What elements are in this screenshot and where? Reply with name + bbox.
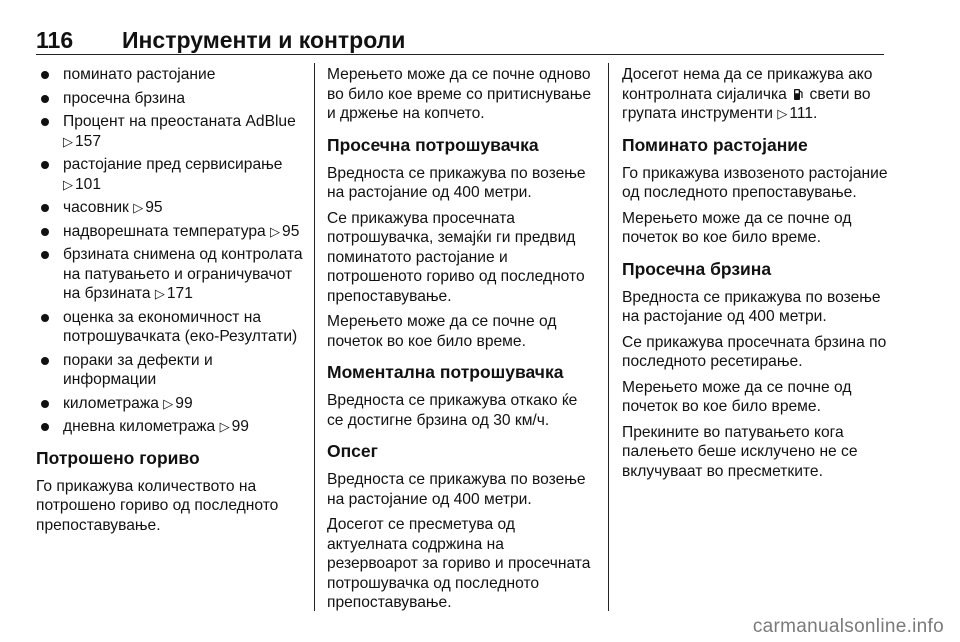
paragraph: Вредноста се прикажува по возење на растојание од 400 метри. — [327, 471, 586, 508]
page-number: 116 — [36, 27, 74, 53]
paragraph: Се прикажува просечната брзина по последното ресетирање. — [622, 333, 887, 370]
column-3 — [622, 65, 890, 487]
bullet-icon — [41, 204, 49, 212]
paragraph: Мерењето може да се почне од почеток во кое било време. — [327, 313, 557, 350]
section-heading-avg-speed: Просечна брзина — [622, 258, 772, 279]
column-2 — [327, 65, 595, 619]
list-item — [36, 222, 304, 242]
page-reference[interactable]: 171 — [166, 285, 193, 302]
bullet-icon — [41, 314, 49, 322]
bullet-icon — [41, 423, 49, 431]
bullet-icon — [41, 251, 49, 259]
paragraph: Прекините во патувањето кога палењето беше исклучено не се вклучуваат во пресметките. — [622, 423, 858, 480]
list-item — [36, 155, 304, 194]
page-reference-arrow-icon: ▷ — [163, 395, 174, 411]
range-note-text — [622, 65, 890, 124]
reset-intro-text: Мерењето може да се почне одново во било кое време со притиснување и држење на копчето. — [327, 66, 592, 122]
section-heading-distance: Поминато растојание — [622, 134, 808, 155]
list-item — [36, 417, 304, 437]
paragraph: Вредноста се прикажува откако ќе се достигне брзина од 30 км/ч. — [327, 392, 578, 429]
list-item — [36, 65, 304, 85]
list-item-text: дневна километража — [63, 418, 216, 435]
bullet-icon — [41, 118, 49, 126]
list-item — [36, 308, 304, 347]
bullet-icon — [41, 357, 49, 365]
bullet-icon — [41, 400, 49, 408]
list-item-text: брзината снимена од контролата на патувањето и ограничувачот на брзината — [63, 246, 303, 302]
paragraph: Го прикажува извозеното растојание од последното препоставување. — [622, 164, 888, 201]
page-reference-arrow-icon: ▷ — [219, 419, 230, 434]
list-item — [36, 89, 304, 109]
page-reference[interactable]: 111. — [789, 105, 818, 122]
page-title: Инструменти и контроли — [122, 27, 406, 53]
section-heading-avg-consumption: Просечна потрошувачка — [327, 134, 539, 155]
list-item — [36, 245, 304, 304]
page-reference-arrow-icon: ▷ — [133, 200, 144, 215]
page-reference[interactable]: 99 — [231, 418, 249, 435]
page-reference[interactable]: 95 — [145, 199, 163, 216]
page-header — [36, 24, 884, 55]
page-reference-arrow-icon: ▷ — [63, 133, 73, 149]
list-item — [36, 112, 304, 151]
watermark: carmanualsonline.info — [752, 616, 944, 637]
list-item-text: оценка за економичност на потрошувачката (еко-Резултати) — [63, 308, 298, 345]
section-heading-fuel-used: Потрошено гориво — [36, 447, 200, 468]
column-divider — [314, 63, 315, 611]
paragraph: Досегот се пресметува од актуелната содржина на резервоарот за гориво и просечната потрошувачка од последното препоставување. — [327, 516, 591, 611]
paragraph: Се прикажува просечната потрошувачка, земајќи ги предвид поминатото растојание и потрошеното гориво од последното препоставување. — [327, 209, 585, 305]
list-item-text: часовник — [63, 199, 129, 216]
section-text-fuel-used: Го прикажува количеството на потрошено гориво од последното препоставување. — [36, 477, 279, 534]
bullet-icon — [41, 95, 49, 103]
page-reference[interactable]: 101 — [75, 175, 102, 193]
list-item-text: пораки за дефекти и информации — [63, 351, 213, 388]
bullet-icon — [41, 161, 49, 169]
page-reference[interactable]: 99 — [175, 394, 193, 412]
range-note-before: Досегот нема да се прикажува ако контролната сијаличка — [622, 66, 873, 103]
page-reference-arrow-icon: ▷ — [154, 286, 165, 301]
fuel-warning-lamp-icon — [793, 88, 803, 101]
list-item-text: Процент на преостаната AdBlue — [63, 113, 296, 130]
column-1 — [36, 65, 304, 541]
page-reference-arrow-icon: ▷ — [777, 106, 788, 121]
bullet-icon — [41, 71, 49, 79]
paragraph: Вредноста се прикажува по возење на растојание од 400 метри. — [327, 164, 586, 201]
list-item-text: растојание пред сервисирање — [63, 156, 283, 173]
list-item-text: просечна брзина — [63, 89, 186, 107]
range-note-after: свети во групата инструменти — [622, 85, 871, 122]
section-heading-range: Опсег — [327, 441, 378, 461]
column-divider — [608, 63, 609, 611]
list-item — [36, 394, 304, 414]
list-item-text: поминато растојание — [63, 66, 216, 83]
page-reference[interactable]: 95 — [282, 222, 300, 240]
page-reference-arrow-icon: ▷ — [270, 223, 281, 239]
paragraph: Мерењето може да се почне од почеток во кое било време. — [622, 378, 852, 415]
page-reference-arrow-icon: ▷ — [63, 176, 73, 192]
display-items-list — [36, 65, 304, 437]
paragraph: Вредноста се прикажува по возење на растојание од 400 метри. — [622, 288, 881, 325]
list-item — [36, 351, 304, 390]
list-item-text: километража — [63, 394, 159, 412]
bullet-icon — [41, 228, 49, 236]
list-item-text: надворешната температура — [63, 222, 266, 240]
paragraph: Мерењето може да се почне од почеток во кое било време. — [622, 209, 852, 246]
list-item — [36, 198, 304, 218]
section-heading-instant-consumption: Моментална потрошувачка — [327, 362, 564, 382]
page-reference[interactable]: 157 — [75, 132, 102, 150]
